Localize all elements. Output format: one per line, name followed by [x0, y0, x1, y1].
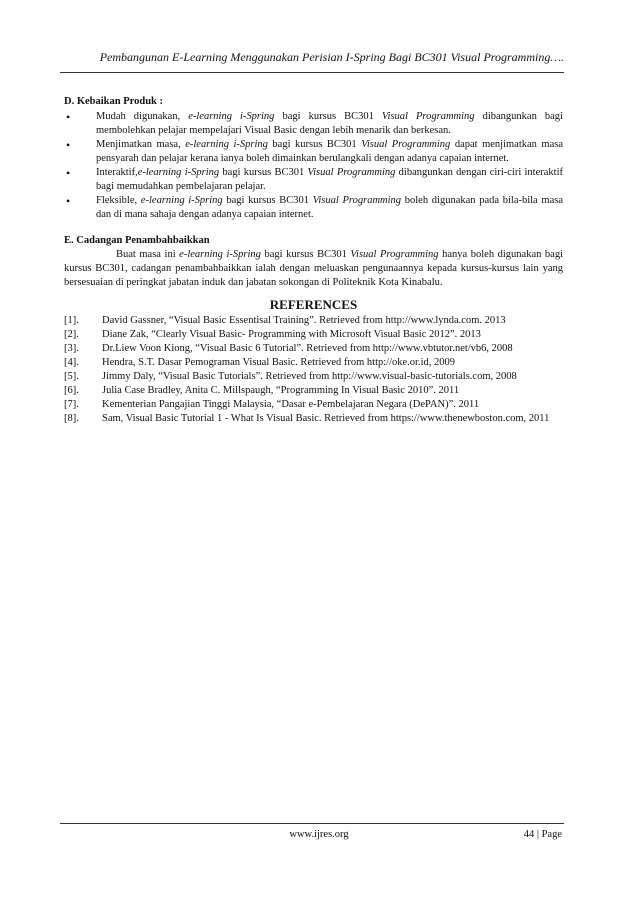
reference-item: [5]. Jimmy Daly, “Visual Basic Tutorials”. Retrieved from http://www.visual-basic-tutorials.com, 2008 — [64, 371, 517, 382]
running-head: Pembangunan E-Learning Menggunakan Perisian I-Spring Bagi BC301 Visual Programming…. — [99, 50, 564, 64]
section-d-title: D. Kebaikan Produk : — [64, 96, 163, 107]
references-title: REFERENCES — [269, 297, 358, 312]
footer-page-number: 44 | Page — [523, 829, 562, 840]
references-list — [64, 314, 563, 426]
section-e-title: E. Cadangan Penambahbaikkan — [64, 235, 210, 246]
section-d-list — [64, 110, 563, 222]
header-rule — [60, 72, 564, 73]
section-e-paragraph: Buat masa ini e-learning i-Spring bagi kursus BC301 Visual Programming hanya boleh digunakan bagi kursus BC301, cadangan penambahbaikkan ialah dengan meluaskan pengunaannya kepada kursus-kursus lain yang bersesuaian di peringkat jabatan induk dan jabatan sokongan di Politeknik Kota Kinabalu. — [64, 249, 563, 288]
reference-item: [6]. Julia Case Bradley, Anita C. Millspaugh, “Programming In Visual Basic 2010”. 2011 — [64, 385, 460, 396]
reference-item: [4]. Hendra, S.T. Dasar Pemograman Visual Basic. Retrieved from http://oke.or.id, 2009 — [64, 357, 455, 368]
reference-item: [3]. Dr.Liew Voon Kiong, “Visual Basic 6 Tutorial”. Retrieved from http://www.vbtutor.net/vb6, 2008 — [64, 343, 513, 354]
page-content — [64, 95, 563, 426]
list-item: • Menjimatkan masa, e-learning i-Spring bagi kursus BC301 Visual Programming dapat menjimatkan masa pensyarah dan pelajar kerana ianya boleh dimainkan berulangkali dengan adanya capaian internet. — [64, 138, 563, 166]
footer-rule — [60, 823, 564, 824]
reference-item: [7]. Kementerian Pangajian Tinggi Malaysia, “Dasar e-Pembelajaran Negara (DePAN)”. 2011 — [64, 399, 480, 410]
reference-item: [1]. David Gassner, “Visual Basic Essentisal Training”. Retrieved from http://www.lynda.com. 2013 — [64, 315, 506, 326]
list-item: • Mudah digunakan, e-learning i-Spring bagi kursus BC301 Visual Programming dibangunkan bagi membolehkan pelajar mempelajari Visual Basic dengan lebih menarik dan berkesan. — [64, 110, 563, 138]
reference-item: [8]. Sam, Visual Basic Tutorial 1 - What Is Visual Basic. Retrieved from https://www.thenewboston.com, 2011 — [64, 413, 550, 424]
list-item: • Fleksible, e-learning i-Spring bagi kursus BC301 Visual Programming boleh digunakan pada bila-bila masa dan di mana sahaja dengan adanya capaian internet. — [64, 194, 563, 222]
reference-item: [2]. Diane Zak, “Clearly Visual Basic- Programming with Microsoft Visual Basic 2012”. 2013 — [64, 329, 481, 340]
list-item: • Interaktif,e-learning i-Spring bagi kursus BC301 Visual Programming dibangunkan dengan ciri-ciri interaktif bagi memudahkan pembelajaran pelajar. — [64, 166, 563, 194]
footer-site: www.ijres.org — [289, 829, 349, 840]
